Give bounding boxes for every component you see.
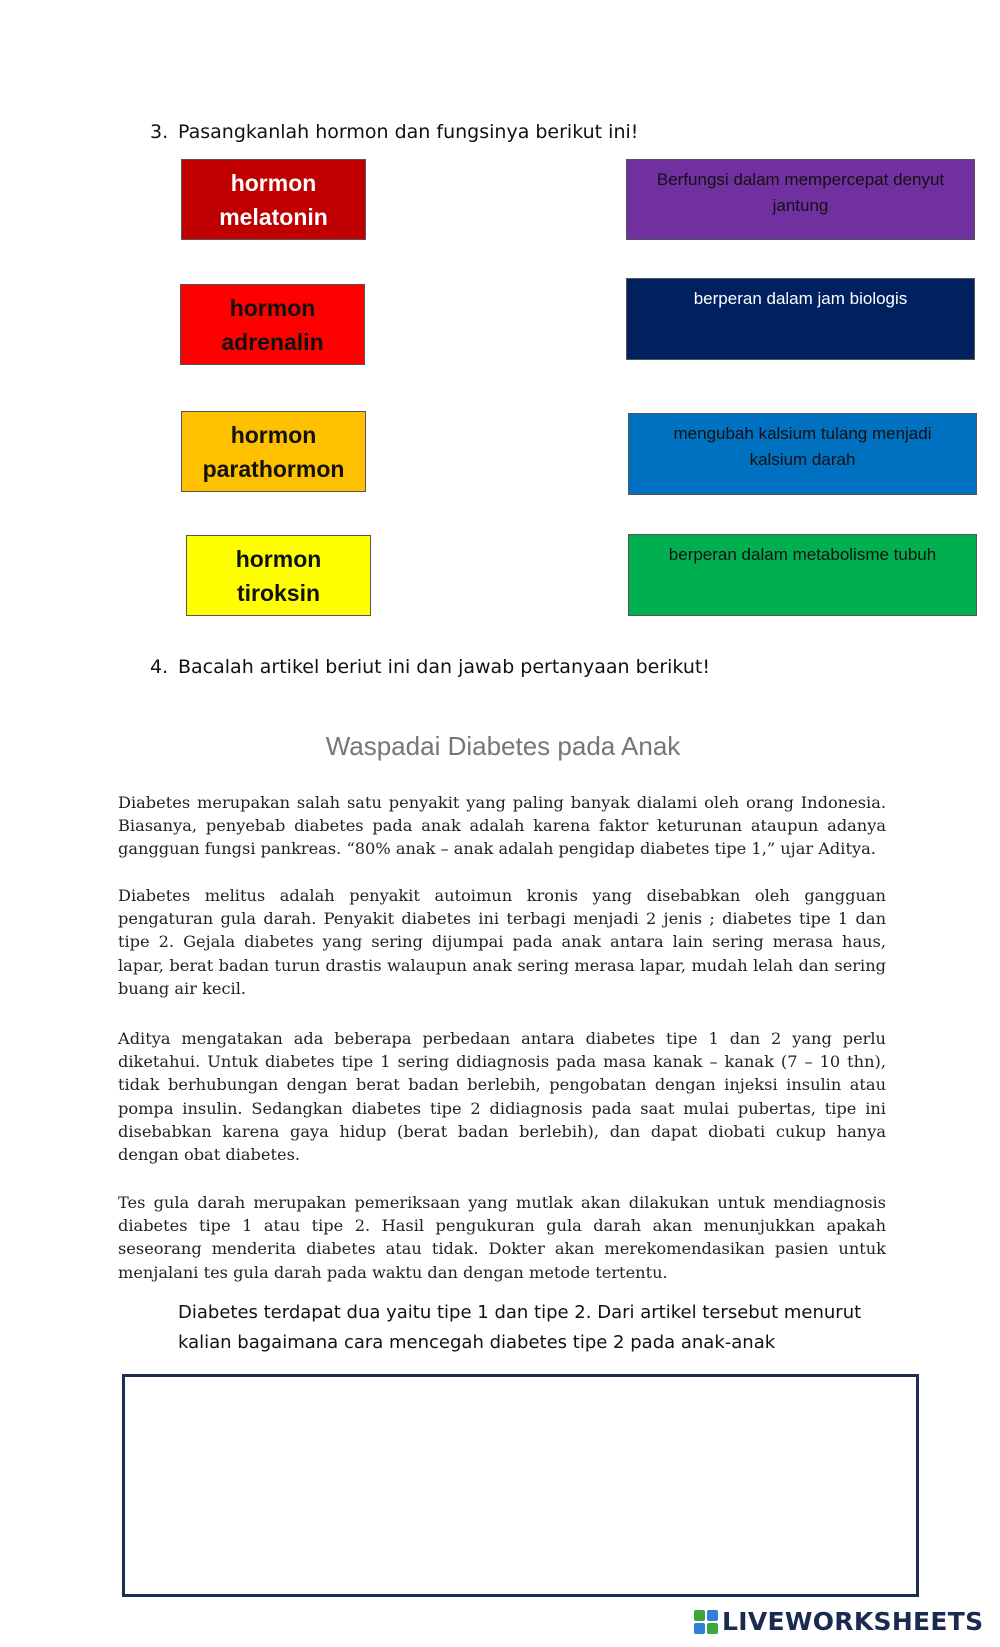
question-3-text: Pasangkanlah hormon dan fungsinya berikut ini! <box>178 121 639 143</box>
hormone-name-parathormon: parathormon <box>202 455 345 482</box>
logo-square-2 <box>707 1610 718 1621</box>
logo-square-3 <box>694 1623 705 1634</box>
hormone-box-tiroksin[interactable] <box>186 535 371 616</box>
liveworksheets-brand[interactable] <box>694 1607 983 1637</box>
function-box-calcium[interactable] <box>628 413 977 495</box>
hormone-box-parathormon[interactable] <box>181 411 366 492</box>
function-text-heart-rate: Berfungsi dalam mempercepat denyut jantung <box>656 170 945 215</box>
answer-question-text: Diabetes terdapat dua yaitu tipe 1 dan tipe 2. Dari artikel tersebut menurut kalian bagaimana cara mencegah diabetes tipe 2 pada anak-anak <box>178 1302 862 1353</box>
function-text-biological-clock: berperan dalam jam biologis <box>693 289 908 308</box>
function-box-metabolism[interactable] <box>628 534 977 616</box>
hormone-word: hormon <box>229 294 316 321</box>
function-box-heart-rate[interactable] <box>626 159 975 240</box>
article-paragraph-2: Diabetes melitus adalah penyakit autoimun kronis yang disebabkan oleh gangguan pengaturan gula darah. Penyakit diabetes ini terbagi menjadi 2 jenis ; diabetes tipe 1 dan tipe 2. Gejala diabetes yang sering dijumpai pada anak antara lain sering merasa haus, lapar, berat badan turun drastis walaupun anak sering merasa lapar, mudah lelah dan sering buang air kecil. <box>118 886 886 998</box>
hormone-name-adrenalin: adrenalin <box>221 328 324 355</box>
question-3-number: 3. <box>150 121 169 143</box>
liveworksheets-logo-icon <box>694 1610 718 1634</box>
hormone-word: hormon <box>230 169 317 196</box>
function-box-biological-clock[interactable] <box>626 278 975 360</box>
hormone-box-adrenalin[interactable] <box>180 284 365 365</box>
answer-textarea[interactable] <box>122 1374 919 1597</box>
article-paragraph-3: Aditya mengatakan ada beberapa perbedaan antara diabetes tipe 1 dan 2 yang perlu diketahui. Untuk diabetes tipe 1 sering didiagnosis pada masa kanak – kanak (7 – 10 thn), tidak berhubungan dengan berat badan berlebih, pengobatan dengan injeksi insulin atau pompa insulin. Sedangkan diabetes tipe 2 didiagnosis pada saat mulai pubertas, tipe ini disebabkan karena gaya hidup (berat badan berlebih), dan dapat diobati cukup hanya dengan obat diabetes. <box>118 1029 886 1165</box>
question-3-heading <box>150 121 638 143</box>
article-paragraph-4: Tes gula darah merupakan pemeriksaan yang mutlak akan dilakukan untuk mendiagnosis diabetes tipe 1 atau tipe 2. Hasil pengukuran gula darah akan menunjukkan apakah seseorang menderita diabetes atau tidak. Dokter akan merekomendasikan pasien untuk menjalani tes gula darah pada waktu dan dengan metode tertentu. <box>118 1193 886 1282</box>
article-paragraph-1: Diabetes merupakan salah satu penyakit yang paling banyak dialami oleh orang Indonesia. Biasanya, penyebab diabetes pada anak adalah karena faktor keturunan ataupun adanya gangguan fungsi pankreas. “80% anak – anak adalah pengidap diabetes tipe 1,” ujar Aditya. <box>118 793 886 859</box>
logo-square-1 <box>694 1610 705 1621</box>
hormone-box-melatonin[interactable] <box>181 159 366 240</box>
function-text-metabolism: berperan dalam metabolisme tubuh <box>668 545 937 564</box>
logo-square-4 <box>707 1623 718 1634</box>
hormone-name-melatonin: melatonin <box>219 203 328 230</box>
question-4-text: Bacalah artikel beriut ini dan jawab pertanyaan berikut! <box>178 656 710 678</box>
function-text-calcium: mengubah kalsium tulang menjadi kalsium darah <box>673 424 932 469</box>
hormone-word: hormon <box>230 421 317 448</box>
article-title: Waspadai Diabetes pada Anak <box>325 731 681 761</box>
hormone-name-tiroksin: tiroksin <box>236 579 321 606</box>
question-4-heading <box>150 656 710 678</box>
hormone-word: hormon <box>235 545 322 572</box>
liveworksheets-wordmark: LIVEWORKSHEETS <box>722 1607 984 1636</box>
question-4-number: 4. <box>150 656 169 678</box>
